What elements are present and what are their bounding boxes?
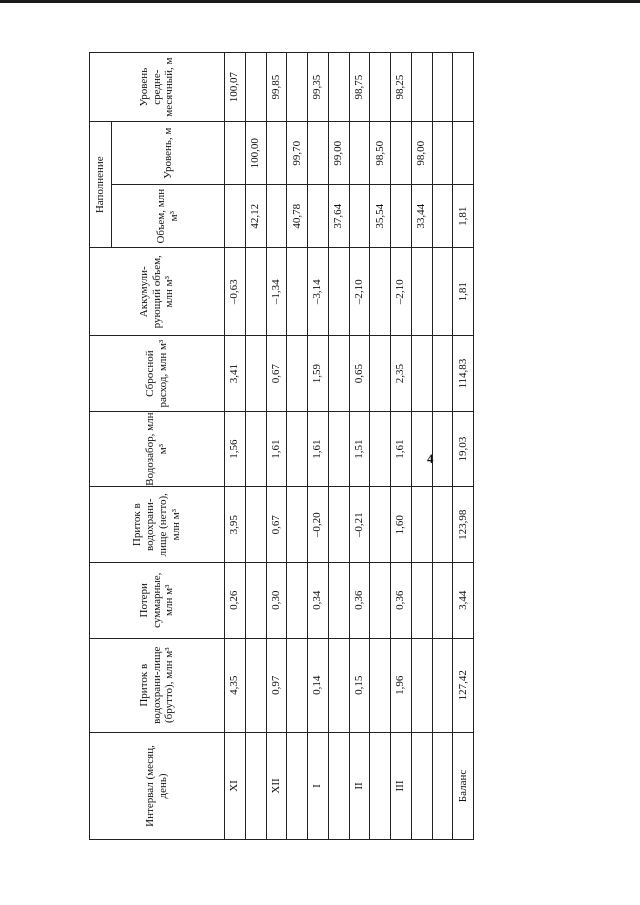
cell-level-avg: 99,85: [266, 53, 287, 122]
cell-losses: [411, 562, 432, 638]
header-interval: Интервал (месяц, день): [90, 732, 225, 839]
cell-inflow-net: [411, 487, 432, 563]
cell-inflow-net: –0,21: [349, 487, 370, 563]
cell-accumulating: [370, 248, 391, 336]
header-volume: Объем, млн м³: [112, 185, 225, 248]
cell-level-avg: [245, 53, 266, 122]
cell-volume: 33,44: [411, 185, 432, 248]
cell-level: [266, 122, 287, 185]
cell-level-avg: [328, 53, 349, 122]
cell-discharge: 3,41: [225, 336, 246, 412]
cell-volume: [432, 185, 453, 248]
cell-inflow-net: [328, 487, 349, 563]
cell-interval: XI: [225, 732, 246, 839]
cell-accumulating: 1,81: [453, 248, 474, 336]
cell-inflow-gross: 0,15: [349, 638, 370, 732]
header-water-intake: Водозабор, млн м³: [90, 411, 225, 487]
cell-discharge: [287, 336, 308, 412]
cell-water-intake: [245, 411, 266, 487]
header-filling: Наполнение: [90, 122, 112, 248]
cell-water-intake: [411, 411, 432, 487]
cell-inflow-gross: [328, 638, 349, 732]
cell-discharge: [328, 336, 349, 412]
cell-water-intake: 1,61: [308, 411, 329, 487]
table-row: [411, 53, 432, 840]
cell-inflow-net: 3,95: [225, 487, 246, 563]
cell-water-intake: 1,51: [349, 411, 370, 487]
cell-losses: 3,44: [453, 562, 474, 638]
cell-level: [453, 122, 474, 185]
cell-volume: [349, 185, 370, 248]
cell-losses: 0,30: [266, 562, 287, 638]
cell-water-intake: 19,03: [453, 411, 474, 487]
cell-interval: [370, 732, 391, 839]
cell-volume: [391, 185, 412, 248]
cell-accumulating: –2,10: [391, 248, 412, 336]
cell-accumulating: [245, 248, 266, 336]
table-row: [349, 53, 370, 840]
cell-interval: [328, 732, 349, 839]
cell-level: 99,70: [287, 122, 308, 185]
cell-water-intake: [432, 411, 453, 487]
cell-discharge: [245, 336, 266, 412]
cell-accumulating: [432, 248, 453, 336]
cell-interval: I: [308, 732, 329, 839]
header-inflow-net: Приток в водохрани-лище (нетто), млн м³: [90, 487, 225, 563]
cell-level: 98,50: [370, 122, 391, 185]
cell-level-avg: 98,25: [391, 53, 412, 122]
cell-level-avg: [411, 53, 432, 122]
cell-inflow-gross: 1,96: [391, 638, 412, 732]
cell-interval: [287, 732, 308, 839]
cell-interval: [411, 732, 432, 839]
table-row: [225, 53, 246, 840]
cell-level-avg: [287, 53, 308, 122]
cell-volume: 40,78: [287, 185, 308, 248]
cell-level: [225, 122, 246, 185]
cell-water-intake: 1,56: [225, 411, 246, 487]
cell-accumulating: –3,14: [308, 248, 329, 336]
table-row: [432, 53, 453, 840]
cell-inflow-gross: [432, 638, 453, 732]
cell-water-intake: 1,61: [266, 411, 287, 487]
scan-edge: [0, 0, 640, 3]
table-row: [287, 53, 308, 840]
cell-volume: [225, 185, 246, 248]
cell-level-avg: 100,07: [225, 53, 246, 122]
cell-inflow-net: [432, 487, 453, 563]
header-losses: Потери суммарные, млн м³: [90, 562, 225, 638]
cell-interval: III: [391, 732, 412, 839]
cell-accumulating: –0,63: [225, 248, 246, 336]
cell-level: [308, 122, 329, 185]
cell-discharge: 114,83: [453, 336, 474, 412]
table-row: [328, 53, 349, 840]
table-row: [370, 53, 391, 840]
header-level-avg: Уровень средне-месячный, м: [90, 53, 225, 122]
cell-inflow-net: [245, 487, 266, 563]
cell-discharge: 0,65: [349, 336, 370, 412]
cell-inflow-gross: [411, 638, 432, 732]
page-number: 4: [427, 451, 434, 466]
cell-accumulating: [328, 248, 349, 336]
header-discharge: Сбросной расход, млн м³: [90, 336, 225, 412]
cell-inflow-net: 1,60: [391, 487, 412, 563]
cell-water-intake: [370, 411, 391, 487]
cell-level-avg: 98,75: [349, 53, 370, 122]
cell-water-intake: [328, 411, 349, 487]
cell-level-avg: [432, 53, 453, 122]
cell-interval: [245, 732, 266, 839]
cell-level: [349, 122, 370, 185]
cell-volume: 35,54: [370, 185, 391, 248]
cell-level: 98,00: [411, 122, 432, 185]
cell-volume: [308, 185, 329, 248]
cell-interval: II: [349, 732, 370, 839]
header-level: Уровень, м: [112, 122, 225, 185]
cell-level-avg: [453, 53, 474, 122]
cell-accumulating: [287, 248, 308, 336]
cell-discharge: [432, 336, 453, 412]
cell-discharge: [411, 336, 432, 412]
cell-inflow-gross: [245, 638, 266, 732]
reservoir-balance-table: [89, 52, 474, 840]
table-row: [453, 53, 474, 840]
table-row: [391, 53, 412, 840]
rotated-table-container: [89, 52, 474, 840]
cell-interval: [432, 732, 453, 839]
cell-volume: 1,81: [453, 185, 474, 248]
cell-inflow-net: 123,98: [453, 487, 474, 563]
cell-losses: 0,26: [225, 562, 246, 638]
cell-losses: 0,36: [391, 562, 412, 638]
cell-discharge: 0,67: [266, 336, 287, 412]
cell-inflow-gross: 0,14: [308, 638, 329, 732]
cell-losses: [370, 562, 391, 638]
cell-accumulating: [411, 248, 432, 336]
cell-inflow-gross: [370, 638, 391, 732]
cell-losses: [432, 562, 453, 638]
header-accumulating: Аккумули-рующий объем, млн м³: [90, 248, 225, 336]
cell-level: 99,00: [328, 122, 349, 185]
cell-interval: XII: [266, 732, 287, 839]
cell-inflow-net: [287, 487, 308, 563]
table-row: [308, 53, 329, 840]
cell-water-intake: [287, 411, 308, 487]
cell-losses: [245, 562, 266, 638]
cell-discharge: 2,35: [391, 336, 412, 412]
cell-water-intake: 1,61: [391, 411, 412, 487]
cell-interval: Баланс: [453, 732, 474, 839]
table-body: [225, 53, 474, 840]
cell-losses: 0,36: [349, 562, 370, 638]
cell-losses: [287, 562, 308, 638]
table-row: [266, 53, 287, 840]
cell-losses: 0,34: [308, 562, 329, 638]
cell-inflow-net: [370, 487, 391, 563]
cell-level: [432, 122, 453, 185]
cell-volume: [266, 185, 287, 248]
cell-level-avg: 99,35: [308, 53, 329, 122]
cell-accumulating: –1,34: [266, 248, 287, 336]
cell-discharge: 1,59: [308, 336, 329, 412]
cell-level: 100,00: [245, 122, 266, 185]
cell-inflow-net: 0,67: [266, 487, 287, 563]
cell-level-avg: [370, 53, 391, 122]
header-inflow-gross: Приток в водохрани-лище (брутто), млн м³: [90, 638, 225, 732]
table-row: [245, 53, 266, 840]
cell-losses: [328, 562, 349, 638]
cell-level: [391, 122, 412, 185]
cell-discharge: [370, 336, 391, 412]
cell-inflow-gross: 0,97: [266, 638, 287, 732]
cell-inflow-gross: 4,35: [225, 638, 246, 732]
cell-inflow-gross: [287, 638, 308, 732]
cell-volume: 37,64: [328, 185, 349, 248]
cell-accumulating: –2,10: [349, 248, 370, 336]
cell-inflow-net: –0,20: [308, 487, 329, 563]
cell-inflow-gross: 127,42: [453, 638, 474, 732]
cell-volume: 42,12: [245, 185, 266, 248]
